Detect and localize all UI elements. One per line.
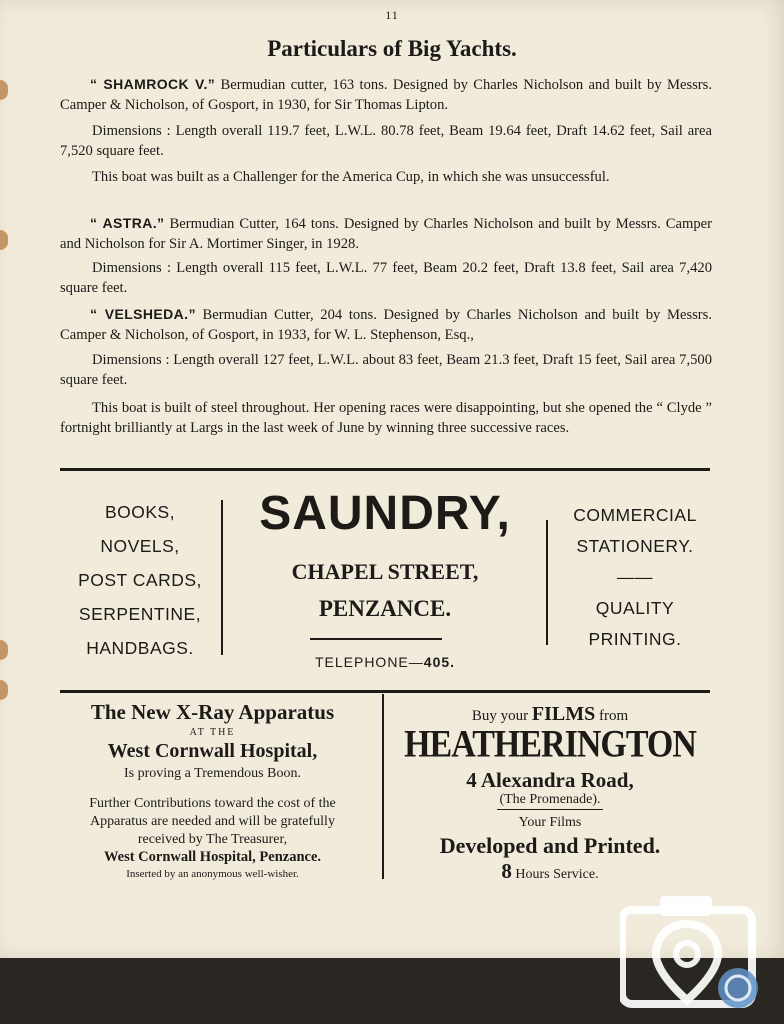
list-item: HANDBAGS. [86, 638, 194, 658]
saundry-street: CHAPEL STREET, [291, 559, 479, 584]
yacht-velsheda-note: This boat is built of steel throughout. Her opening races were disappointing, but she opened the “ Clyde ” fortnight brilliantly at Largs in the last week of June by winning three successive races. [60, 400, 712, 436]
binding-holes [0, 80, 8, 700]
saundry-telephone: TELEPHONE—405. [314, 654, 456, 670]
films-ad-hours: 8 Hours Service. [501, 859, 599, 883]
section-divider [60, 468, 710, 471]
films-ad-buy: Buy your FILMS from [471, 703, 629, 725]
yacht-name: “ SHAMROCK V.” [90, 76, 216, 92]
list-item: —— [617, 567, 653, 587]
films-ad-promenade: (The Promenade). [390, 792, 710, 810]
yacht-shamrock-dimensions: Dimensions : Length overall 119.7 feet, L.W.L. 80.78 feet, Beam 19.64 feet, Draft 14.62 feet, Sail area 7,520 square feet. [60, 123, 712, 159]
films-ad-address: 4 Alexandra Road, [466, 768, 634, 792]
column-divider [221, 500, 223, 655]
list-item: NOVELS, [100, 536, 180, 556]
yacht-shamrock-note: This boat was built as a Challenger for the America Cup, in which she was unsuccessful. [92, 169, 610, 185]
films-ad-your-films: Your Films [518, 815, 582, 830]
films-ad-name: HEATHERINGTON [404, 723, 696, 766]
hospital-ad-signature: West Cornwall Hospital, Penzance. [103, 849, 322, 865]
yacht-astra-description: “ ASTRA.” Bermudian Cutter, 164 tons. Designed by Charles Nicholson and built by Messrs. Camper and Nicholson for Sir A. Mortimer Singer, in 1928. [60, 215, 712, 252]
column-divider [546, 520, 548, 645]
list-item: QUALITY [595, 598, 675, 618]
saundry-name: SAUNDRY, [259, 487, 511, 540]
list-item: POST CARDS, [78, 570, 202, 590]
list-item: STATIONERY. [576, 536, 694, 556]
section-divider [60, 690, 710, 693]
hospital-ad-hospital: West Cornwall Hospital, [107, 740, 318, 762]
hospital-ad-title: The New X-Ray Apparatus [90, 700, 335, 724]
list-item: PRINTING. [588, 629, 682, 649]
saundry-left-list [60, 495, 220, 665]
yacht-astra-dimensions: Dimensions : Length overall 115 feet, L.W.L. 77 feet, Beam 20.2 feet, Draft 13.8 feet, Sail area 7,420 square feet. [60, 260, 712, 296]
column-divider [382, 694, 384, 879]
list-item: SERPENTINE, [78, 604, 202, 624]
list-item: BOOKS, [104, 502, 176, 522]
hospital-ad-footnote: Inserted by an anonymous well-wisher. [126, 868, 299, 880]
underline-rule [310, 638, 442, 640]
camera-location-watermark-icon [620, 888, 758, 1012]
hospital-ad-proving: Is proving a Tremendous Boon. [124, 766, 301, 781]
saundry-town: PENZANCE. [318, 596, 452, 621]
yacht-velsheda-dimensions: Dimensions : Length overall 127 feet, L.W.L. about 83 feet, Beam 21.3 feet, Draft 15 feet, Sail area 7,500 square feet. [60, 352, 712, 388]
yacht-name: “ VELSHEDA.” [90, 306, 196, 322]
films-ad-developed: Developed and Printed. [439, 833, 661, 858]
hospital-ad-at-the: AT THE [189, 727, 236, 738]
page-heading: Particulars of Big Yachts. [267, 36, 517, 61]
yacht-shamrock-description: “ SHAMROCK V.” Bermudian cutter, 163 tons. Designed by Charles Nicholson and built by Messrs. Camper & Nicholson, of Gosport, in 1930, for Sir Thomas Lipton. [60, 76, 712, 113]
list-item: COMMERCIAL [573, 505, 697, 525]
saundry-right-list [555, 500, 715, 655]
yacht-name: “ ASTRA.” [90, 215, 165, 231]
hospital-ad-body: Further Contributions toward the cost of the Apparatus are needed and will be gratefully received by The Treasurer, [89, 796, 336, 847]
page-number: 11 [385, 8, 399, 22]
yacht-velsheda-description: “ VELSHEDA.” Bermudian Cutter, 204 tons. Designed by Charles Nicholson and built by Messrs. Camper & Nicholson, of Gosport, in 1933, for W. L. Stephenson, Esq., [60, 306, 712, 343]
